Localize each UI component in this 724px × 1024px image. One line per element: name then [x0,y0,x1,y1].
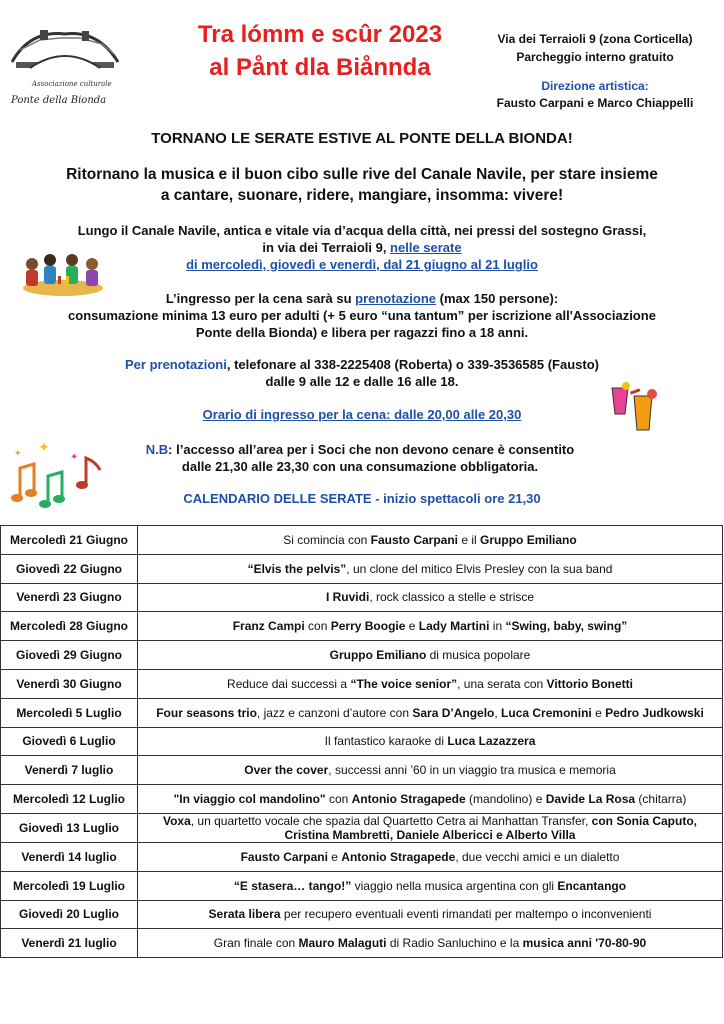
title-line-2: al Pånt dla Biånnda [209,54,431,81]
performer-name: Davide La Rosa [545,792,636,807]
bookings-label: Per prenotazioni [125,357,227,372]
calendar-title: CALENDARIO DELLE SERATE - inizio spettacoli ore 21,30 [183,491,541,506]
event-description [138,871,723,900]
paragraph-text: in via dei Terraioli 9, [262,240,391,255]
svg-text:✦: ✦ [38,439,50,455]
table-row [1,871,723,900]
performer-name: Voxa [162,813,191,828]
intro-line: a cantare, suonare, ridere, mangiare, insomma: vivere! [160,187,564,204]
phone-hours: dalle 9 alle 12 e dalle 16 alle 18. [265,374,459,389]
performer-name: Four seasons trio [156,705,257,720]
intro-line: Ritornano la musica e il buon cibo sulle rive del Canale Navile, per stare insieme [66,166,658,183]
performer-name: Antonio Stragapede [351,792,466,807]
paragraph-text: L’ingresso per la cena sarà su [165,291,356,306]
event-day: Mercoledì 5 Luglio [1,698,138,727]
performer-name: I Ruvidi [325,590,370,605]
nb-text: : l’accesso all’area per i Soci che non devono cenare è consentito [168,442,575,457]
title-line-1: Tra lómm e scûr 2023 [197,21,443,48]
table-row [1,583,723,612]
intro-text [10,164,714,206]
booking-link[interactable]: prenotazione [355,291,437,306]
performer-name: Mauro Malaguti [298,936,387,951]
nb-text: dalle 21,30 alle 23,30 con una consumazione obbligatoria. [181,459,539,474]
event-day: Venerdì 30 Giugno [1,669,138,698]
event-day: Giovedì 29 Giugno [1,641,138,670]
location-paragraph [10,222,714,273]
table-row [1,756,723,785]
event-description [138,727,723,756]
performer-name: “E stasera… tango!” [233,878,352,893]
table-row [1,842,723,871]
event-day: Mercoledì 19 Luglio [1,871,138,900]
event-description [138,669,723,698]
description-text: , due vecchi amici e un dialetto [455,849,620,864]
table-row [1,727,723,756]
music-notes-illustration [10,438,110,512]
performer-name: Gruppo Emiliano [480,532,577,547]
performer-name: Luca Cremonini [501,705,592,720]
performer-name: Over the cover [244,763,329,778]
description-text: per recupero eventuali eventi rimandati per maltempo o inconvenienti [280,907,652,922]
event-day: Giovedì 20 Luglio [1,900,138,929]
dinner-illustration [20,248,106,298]
events-schedule-table [0,525,723,958]
address-line: Via dei Terraioli 9 (zona Corticella) [497,32,693,46]
event-description [138,842,723,871]
performer-name: con Sonia Caputo, Cristina Mambretti, Daniele Albericci e Alberto Villa [284,813,698,842]
performer-name: Antonio Stragapede [341,849,456,864]
description-text: e [327,849,342,864]
event-day: Venerdì 23 Giugno [1,583,138,612]
table-row [1,698,723,727]
nb-label: N.B [145,442,169,457]
event-day: Venerdì 7 luglio [1,756,138,785]
drinks-illustration [604,378,664,438]
performer-name: "In viaggio col mandolino" [173,792,326,807]
paragraph-line: consumazione minima 13 euro per adulti (+ 5 euro “una tantum” per iscrizione all'Associazione [68,308,656,323]
performer-name: Pedro Judkowski [605,705,704,720]
description-text: , un quartetto vocale che spazia dal Quartetto Cetra ai Manhattan Transfer, [190,813,592,828]
association-logo [8,22,128,112]
event-description [138,526,723,555]
performer-name: Fausto Carpani [370,532,459,547]
performer-name: “Swing, baby, swing” [505,619,628,634]
paragraph-text: (max 150 persone): [436,291,559,306]
description-text: viaggio nella musica argentina con gli [351,878,558,893]
table-row [1,900,723,929]
description-text: , una serata con [457,676,547,691]
table-row [1,554,723,583]
performer-name: Gruppo Emiliano [329,648,427,663]
description-text: e [405,619,419,634]
bridge-icon [10,22,120,77]
dates-link[interactable]: nelle serate [390,240,462,255]
table-row [1,929,723,958]
table-row [1,785,723,814]
description-text: e il [458,532,481,547]
event-description [138,785,723,814]
event-description [138,583,723,612]
event-day: Mercoledì 12 Luglio [1,785,138,814]
event-day: Mercoledì 21 Giugno [1,526,138,555]
event-day: Giovedì 22 Giugno [1,554,138,583]
table-row [1,813,723,842]
event-description [138,756,723,785]
performer-name: Serata libera [208,907,281,922]
description-text: , rock classico a stelle e strisce [369,590,535,605]
event-day: Venerdì 14 luglio [1,842,138,871]
description-text: , successi anni ’60 in un viaggio tra musica e memoria [328,763,616,778]
performer-name: Vittorio Bonetti [546,676,633,691]
table-row [1,612,723,641]
event-day: Giovedì 13 Luglio [1,813,138,842]
performer-name: Franz Campi [232,619,305,634]
event-description [138,554,723,583]
performer-name: “The voice senior” [350,676,458,691]
days-link[interactable]: di mercoledì, giovedì e venerdì [186,257,377,272]
description-text: (mandolino) e [465,792,546,807]
description-text: con [325,792,352,807]
description-text: Gran finale con [213,936,299,951]
event-day: Giovedì 6 Luglio [1,727,138,756]
performer-name: Fausto Carpani [240,849,328,864]
description-text: in [489,619,506,634]
description-text: Il fantastico karaoke di [324,734,448,749]
logo-name: Ponte della Bionda [11,95,107,106]
table-row [1,669,723,698]
logo-subtitle: Associazione culturale [32,80,112,88]
performer-name: “Elvis the pelvis” [247,561,347,576]
event-description [138,929,723,958]
period-link[interactable]: , dal 21 giugno al 21 luglio [376,257,538,272]
svg-text:✦: ✦ [14,448,22,458]
description-text: Reduce dai successi a [227,676,351,691]
event-description [138,813,723,842]
description-text: con [304,619,331,634]
event-day: Mercoledì 28 Giugno [1,612,138,641]
description-text: di Radio Sanluchino e la [386,936,523,951]
description-text: e [591,705,606,720]
performer-name: Encantango [557,878,627,893]
description-text: , un clone del mitico Elvis Presley con la sua band [346,561,613,576]
performer-name: musica anni '70-80-90 [522,936,647,951]
description-text: di musica popolare [426,648,531,663]
event-title [160,18,480,84]
description-text: (chitarra) [635,792,687,807]
paragraph-line: Lungo il Canale Navile, antica e vitale via d’acqua della città, nei pressi del sostegno Grassi, [77,223,647,238]
address-block [470,30,720,66]
booking-paragraph [0,290,724,341]
event-description [138,641,723,670]
paragraph-line: Ponte della Bionda) e libera per ragazzi fino a 18 anni. [195,325,529,340]
dinner-time-link[interactable]: Orario di ingresso per la cena: dalle 20,00 alle 20,30 [202,407,522,422]
svg-text:✦: ✦ [70,452,79,463]
phone-numbers: , telefonare al 338-2225408 (Roberta) o 339-3536585 (Fausto) [226,357,599,372]
description-text: , jazz e canzoni d’autore con [256,705,413,720]
performer-name: Lady Martini [418,619,490,634]
event-description [138,612,723,641]
direction-label: Direzione artistica: [541,79,649,93]
performer-name: Sara D’Angelo [412,705,495,720]
table-row [1,526,723,555]
performer-name: Luca Lazazzera [447,734,536,749]
table-row [1,641,723,670]
headline: TORNANO LE SERATE ESTIVE AL PONTE DELLA BIONDA! [151,130,573,147]
direction-names: Fausto Carpani e Marco Chiappelli [496,96,694,110]
artistic-direction [470,78,720,112]
event-description [138,698,723,727]
event-description [138,900,723,929]
description-text: , [494,705,502,720]
performer-name: Perry Boogie [330,619,406,634]
note-paragraph [60,441,660,475]
event-day: Venerdì 21 luglio [1,929,138,958]
description-text: Si comincia con [283,532,371,547]
parking-line: Parcheggio interno gratuito [516,50,674,64]
